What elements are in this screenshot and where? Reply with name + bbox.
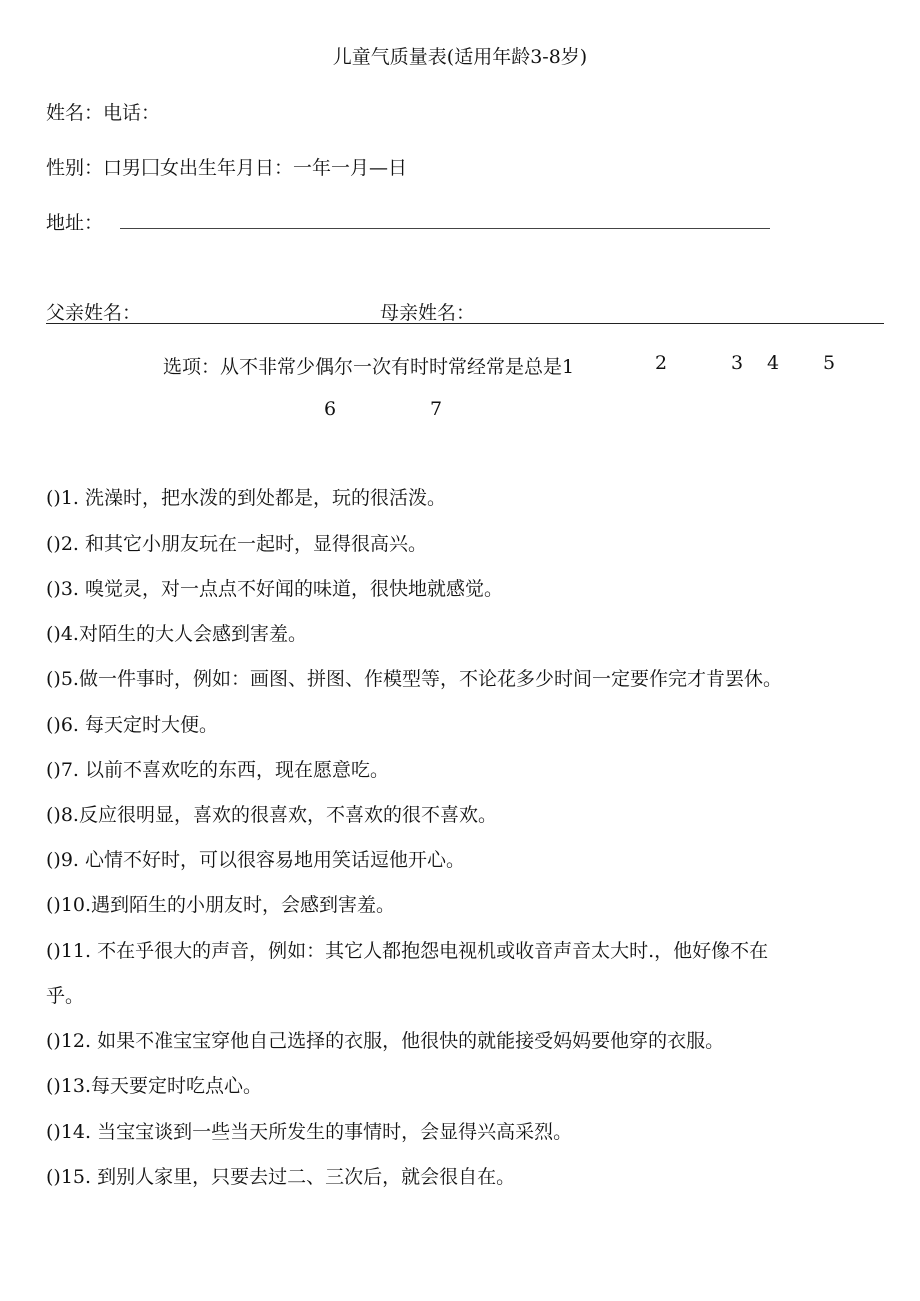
question-item: ()7. 以前不喜欢吃的东西，现在愿意吃。: [46, 759, 389, 781]
question-item: ()2. 和其它小朋友玩在一起时，显得很高兴。: [46, 533, 427, 555]
question-item: ()10.遇到陌生的小朋友时，会感到害羞。: [46, 894, 396, 916]
question-item: ()15. 到别人家里，只要去过二、三次后，就会很自在。: [46, 1166, 516, 1188]
question-item: ()3. 嗅觉灵，对一点点不好闻的味道，很快地就感觉。: [46, 578, 503, 600]
option-number-2: 2: [655, 352, 668, 374]
father-name-label: 父亲姓名：: [46, 302, 142, 324]
gender-birth-line: 性别：口男囗女出生年月日：一年一月—日: [46, 157, 408, 179]
mother-name-label: 母亲姓名：: [380, 302, 476, 324]
option-number-4: 4: [767, 352, 780, 374]
question-item: ()5.做一件事时，例如：画图、拼图、作模型等，不论花多少时间一定要作完才肯罢休。: [46, 668, 782, 690]
page-title: 儿童气质量表(适用年龄3-8岁): [332, 46, 588, 68]
address-label: 地址：: [46, 212, 104, 234]
question-item: ()13.每天要定时吃点心。: [46, 1075, 263, 1097]
option-number-7: 7: [430, 398, 443, 420]
question-item: ()14. 当宝宝谈到一些当天所发生的事情时，会显得兴高采烈。: [46, 1121, 573, 1143]
question-item: ()1. 洗澡时，把水泼的到处都是，玩的很活泼。: [46, 487, 446, 509]
question-item: ()9. 心情不好时，可以很容易地用笑话逗他开心。: [46, 849, 465, 871]
question-item: ()4.对陌生的大人会感到害羞。: [46, 623, 307, 645]
question-item: ()8.反应很明显，喜欢的很喜欢，不喜欢的很不喜欢。: [46, 804, 497, 826]
option-number-6: 6: [324, 398, 337, 420]
question-item: ()6. 每天定时大便。: [46, 714, 218, 736]
option-number-3: 3: [731, 352, 744, 374]
address-underline: [120, 228, 770, 229]
section-divider: [46, 323, 884, 324]
option-number-5: 5: [823, 352, 836, 374]
name-phone-line: 姓名：电话：: [46, 102, 161, 124]
question-item: ()12. 如果不准宝宝穿他自己选择的衣服，他很快的就能接受妈妈要他穿的衣服。: [46, 1030, 725, 1052]
question-item: ()11. 不在乎很大的声音，例如：其它人都抱怨电视机或收音声音太大时.，他好像不在: [46, 940, 769, 962]
options-label: 选项：从不非常少偶尔一次有时时常经常是总是1: [163, 356, 575, 378]
question-item-continuation: 乎。: [46, 985, 85, 1007]
